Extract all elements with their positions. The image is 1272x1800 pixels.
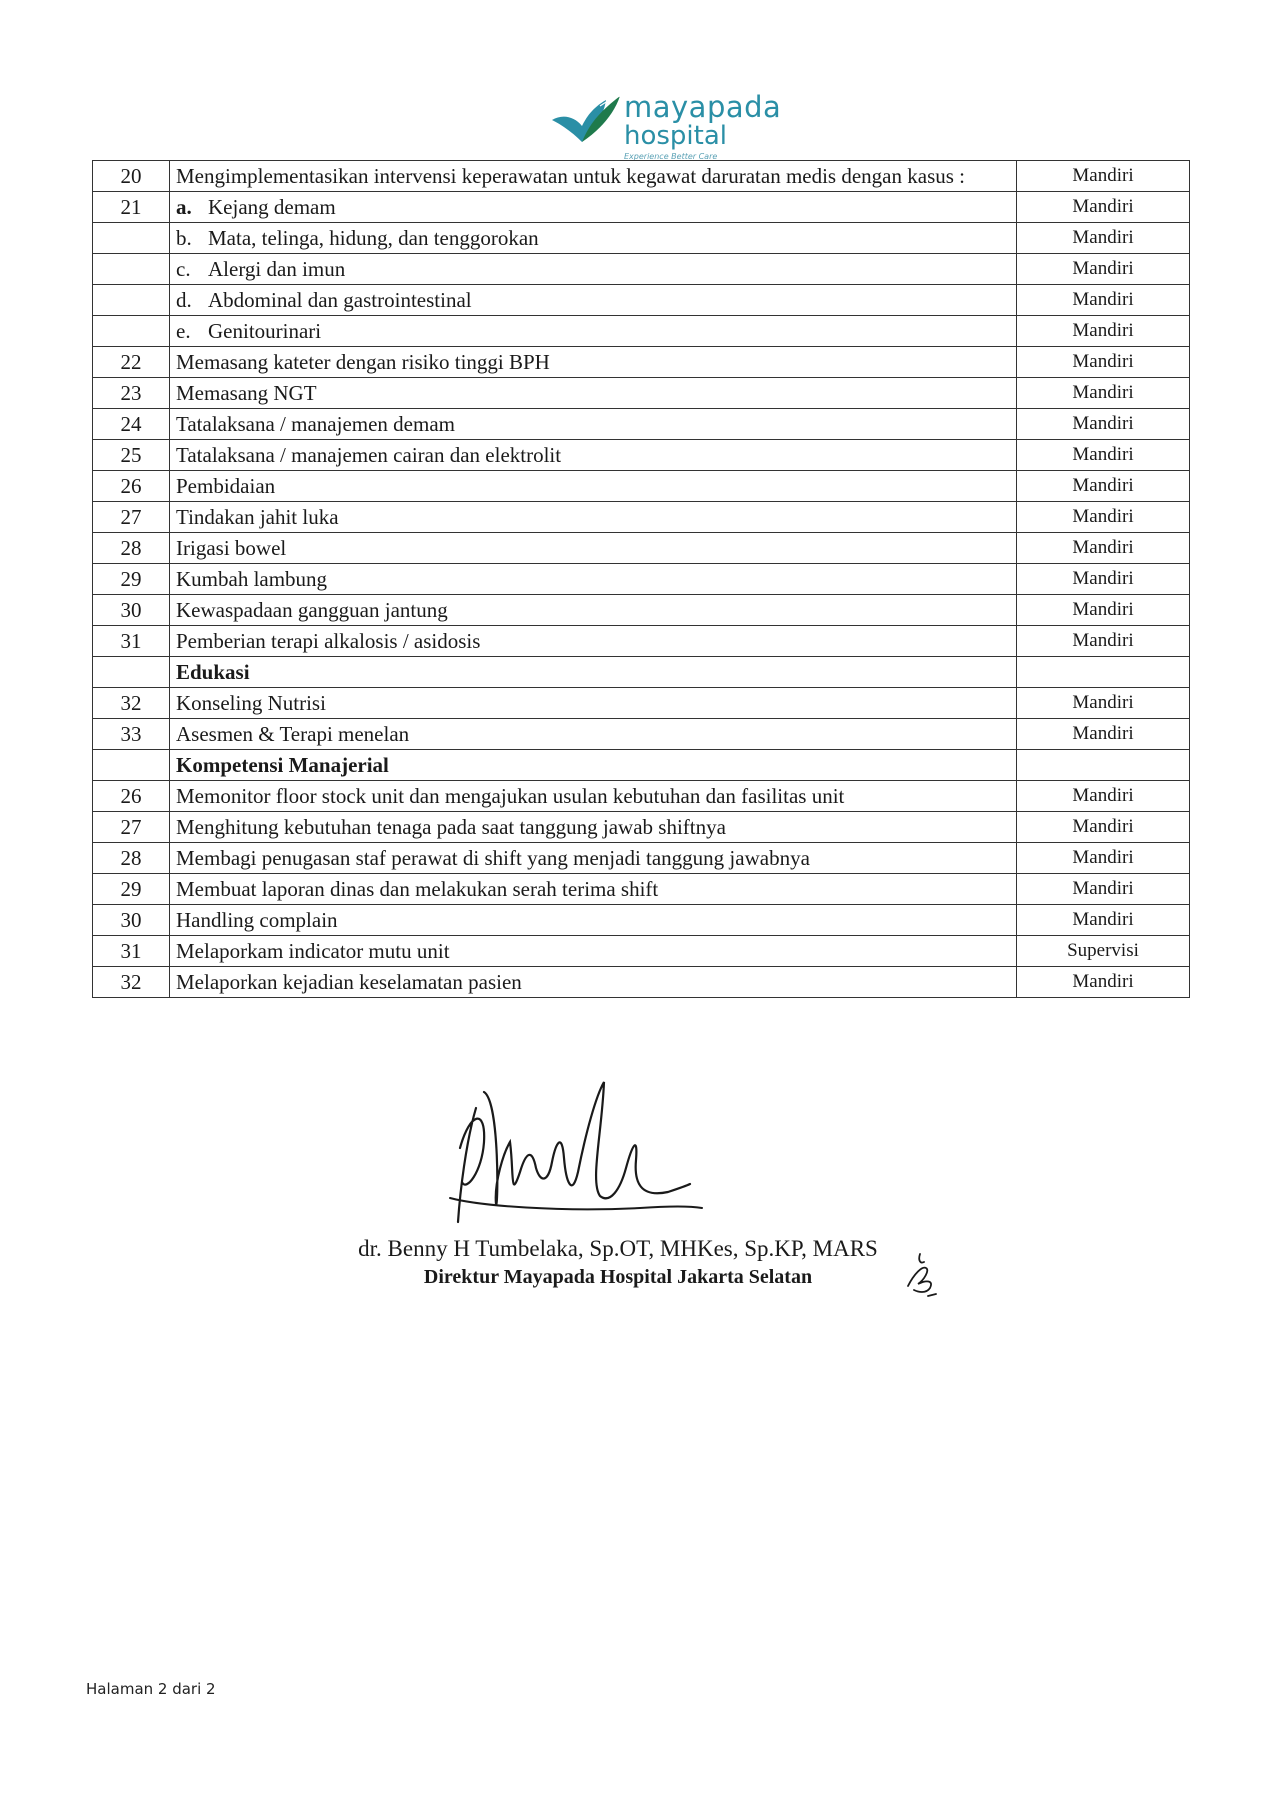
page-number: Halaman 2 dari 2 [86, 1680, 216, 1698]
row-description: Membuat laporan dinas dan melakukan serah terima shift [176, 877, 659, 901]
row-description: Kumbah lambung [176, 567, 328, 591]
signer-name: dr. Benny H Tumbelaka, Sp.OT, MHKes, Sp.KP, MARS [358, 1236, 878, 1261]
row-description-cell [170, 657, 1017, 688]
row-description-cell [170, 564, 1017, 595]
table-row [93, 564, 1190, 595]
sub-item-letter: b. [176, 226, 192, 250]
row-description-cell [170, 347, 1017, 378]
row-number: 28 [93, 533, 170, 564]
table-row [93, 843, 1190, 874]
row-description: Asesmen & Terapi menelan [176, 722, 410, 746]
heart-leaf-logo-icon [548, 92, 624, 152]
row-description-cell [170, 595, 1017, 626]
table-row [93, 812, 1190, 843]
row-status: Mandiri [1017, 316, 1190, 347]
row-description-cell [170, 316, 1017, 347]
row-description-cell [170, 161, 1017, 192]
row-status: Supervisi [1017, 936, 1190, 967]
hospital-logo [548, 88, 782, 164]
row-description: Membagi penugasan staf perawat di shift yang menjadi tanggung jawabnya [176, 846, 810, 870]
row-status [1017, 750, 1190, 781]
row-status: Mandiri [1017, 378, 1190, 409]
row-description: Irigasi bowel [176, 536, 287, 560]
table-row [93, 285, 1190, 316]
row-description: Melaporkam indicator mutu unit [176, 939, 450, 963]
row-description: Pembidaian [176, 474, 276, 498]
table-row [93, 471, 1190, 502]
row-description-cell [170, 502, 1017, 533]
row-description-cell [170, 750, 1017, 781]
row-description: Mata, telinga, hidung, dan tenggorokan [208, 226, 539, 250]
row-description-cell [170, 409, 1017, 440]
row-status: Mandiri [1017, 781, 1190, 812]
row-number [93, 254, 170, 285]
row-description: Tatalaksana / manajemen cairan dan elektrolit [176, 443, 562, 467]
row-description: Abdominal dan gastrointestinal [208, 288, 472, 312]
row-status: Mandiri [1017, 905, 1190, 936]
table-row [93, 192, 1190, 223]
row-description: Kewaspadaan gangguan jantung [176, 598, 448, 622]
row-number [93, 657, 170, 688]
sub-item-letter: e. [176, 319, 191, 343]
row-description: Pemberian terapi alkalosis / asidosis [176, 629, 481, 653]
row-description-cell [170, 967, 1017, 998]
row-number [93, 223, 170, 254]
table-row [93, 595, 1190, 626]
table-row [93, 533, 1190, 564]
row-description: Alergi dan imun [208, 257, 346, 281]
table-row [93, 626, 1190, 657]
row-description: Handling complain [176, 908, 338, 932]
brand-tagline: Experience Better Care [624, 152, 718, 161]
row-number: 33 [93, 719, 170, 750]
row-description-cell [170, 192, 1017, 223]
row-status: Mandiri [1017, 347, 1190, 378]
row-status: Mandiri [1017, 812, 1190, 843]
row-description-cell [170, 378, 1017, 409]
row-number: 27 [93, 812, 170, 843]
row-status: Mandiri [1017, 502, 1190, 533]
sub-item-letter: d. [176, 288, 192, 312]
table-row [93, 688, 1190, 719]
row-number: 26 [93, 781, 170, 812]
signer-position: Direktur Mayapada Hospital Jakarta Selatan [423, 1266, 813, 1288]
table-row [93, 905, 1190, 936]
section-header-row [93, 750, 1190, 781]
table-row [93, 223, 1190, 254]
row-description-cell [170, 626, 1017, 657]
row-description-cell [170, 874, 1017, 905]
competency-table [92, 160, 1190, 998]
row-description-cell [170, 440, 1017, 471]
row-status [1017, 657, 1190, 688]
paraf-initial-mark [900, 1250, 944, 1300]
row-description: Memasang NGT [176, 381, 317, 405]
row-description-cell [170, 285, 1017, 316]
row-status: Mandiri [1017, 409, 1190, 440]
row-status: Mandiri [1017, 719, 1190, 750]
row-number: 23 [93, 378, 170, 409]
row-status: Mandiri [1017, 595, 1190, 626]
row-status: Mandiri [1017, 285, 1190, 316]
brand-name-line2: hospital [624, 121, 728, 151]
table-row [93, 316, 1190, 347]
row-description: Kejang demam [208, 195, 336, 219]
row-status: Mandiri [1017, 223, 1190, 254]
row-description-cell [170, 905, 1017, 936]
row-status: Mandiri [1017, 254, 1190, 285]
row-description-cell [170, 936, 1017, 967]
row-number: 27 [93, 502, 170, 533]
table-row [93, 874, 1190, 905]
row-description: Konseling Nutrisi [176, 691, 326, 715]
row-number: 29 [93, 874, 170, 905]
row-number: 26 [93, 471, 170, 502]
row-description-cell [170, 688, 1017, 719]
table-row [93, 719, 1190, 750]
row-number: 28 [93, 843, 170, 874]
table-row [93, 967, 1190, 998]
row-description: Genitourinari [208, 319, 322, 343]
row-status: Mandiri [1017, 967, 1190, 998]
row-number: 29 [93, 564, 170, 595]
row-description: Memonitor floor stock unit dan mengajukan usulan kebutuhan dan fasilitas unit [176, 784, 845, 808]
row-description-cell [170, 254, 1017, 285]
sub-item-letter: a. [176, 195, 192, 219]
row-number: 32 [93, 688, 170, 719]
row-number: 21 [93, 192, 170, 223]
row-description: Memasang kateter dengan risiko tinggi BPH [176, 350, 550, 374]
row-description: Tindakan jahit luka [176, 505, 339, 529]
row-number: 25 [93, 440, 170, 471]
row-status: Mandiri [1017, 471, 1190, 502]
row-status: Mandiri [1017, 192, 1190, 223]
row-status: Mandiri [1017, 874, 1190, 905]
row-description: Menghitung kebutuhan tenaga pada saat tanggung jawab shiftnya [176, 815, 726, 839]
row-description-cell [170, 843, 1017, 874]
row-description-cell [170, 471, 1017, 502]
row-status: Mandiri [1017, 626, 1190, 657]
section-header-row [93, 657, 1190, 688]
row-description-cell [170, 781, 1017, 812]
table-row [93, 502, 1190, 533]
row-number: 24 [93, 409, 170, 440]
table-row [93, 161, 1190, 192]
table-row [93, 378, 1190, 409]
row-status: Mandiri [1017, 440, 1190, 471]
section-title: Edukasi [176, 660, 250, 684]
competency-table-body [93, 161, 1190, 998]
row-number: 31 [93, 626, 170, 657]
sub-item-letter: c. [176, 257, 191, 281]
row-description-cell [170, 223, 1017, 254]
row-number: 32 [93, 967, 170, 998]
row-status: Mandiri [1017, 843, 1190, 874]
row-number: 31 [93, 936, 170, 967]
signature-scribble [440, 1072, 720, 1232]
brand-name-line1: mayapada [624, 90, 782, 124]
row-number: 22 [93, 347, 170, 378]
row-number: 20 [93, 161, 170, 192]
row-description: Melaporkan kejadian keselamatan pasien [176, 970, 522, 994]
row-status: Mandiri [1017, 161, 1190, 192]
row-description: Tatalaksana / manajemen demam [176, 412, 455, 436]
row-description-cell [170, 719, 1017, 750]
table-row [93, 254, 1190, 285]
row-number [93, 285, 170, 316]
row-status: Mandiri [1017, 533, 1190, 564]
row-status: Mandiri [1017, 688, 1190, 719]
row-number [93, 750, 170, 781]
table-row [93, 781, 1190, 812]
row-description: Mengimplementasikan intervensi keperawatan untuk kegawat daruratan medis dengan kasus : [176, 164, 965, 188]
row-number: 30 [93, 595, 170, 626]
row-description-cell [170, 812, 1017, 843]
table-row [93, 409, 1190, 440]
table-row [93, 936, 1190, 967]
row-status: Mandiri [1017, 564, 1190, 595]
table-row [93, 347, 1190, 378]
row-number: 30 [93, 905, 170, 936]
section-title: Kompetensi Manajerial [176, 753, 389, 777]
row-description-cell [170, 533, 1017, 564]
table-row [93, 440, 1190, 471]
row-number [93, 316, 170, 347]
